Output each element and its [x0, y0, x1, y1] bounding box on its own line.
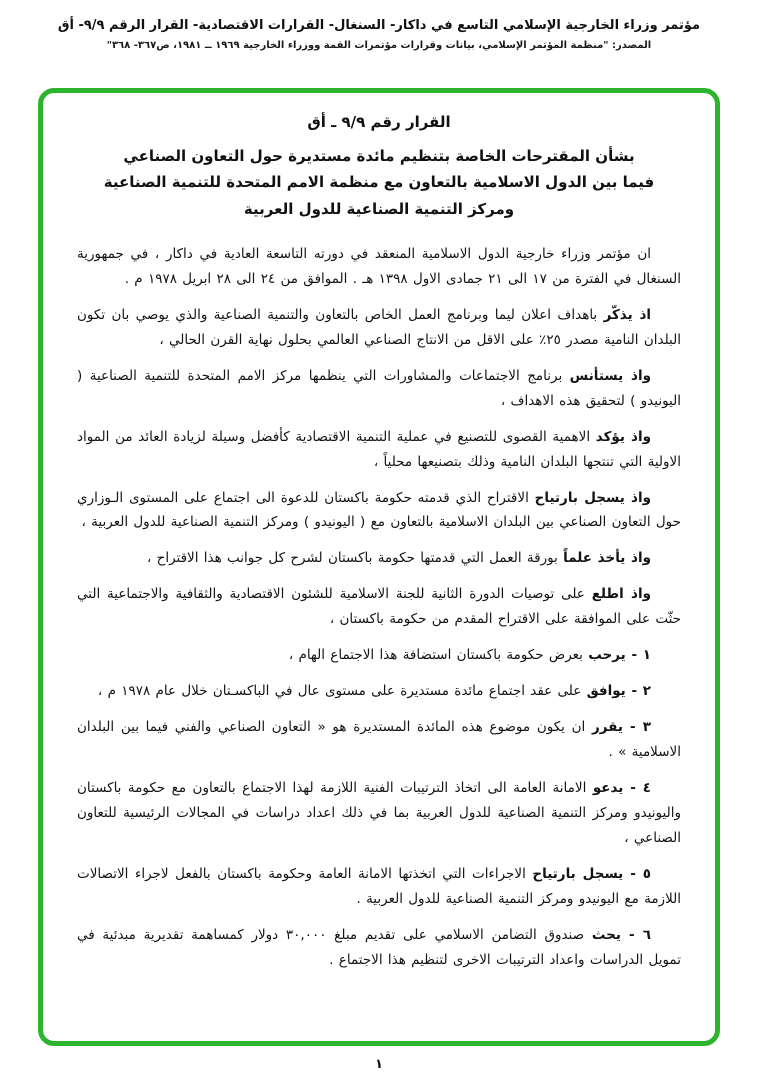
preamble-paragraph: [77, 486, 681, 536]
paragraph-lead: واذ يؤكد: [595, 428, 651, 445]
resolution-subject-line-1: بشأن المقترحات الخاصة بتنظيم مائدة مستديرة حول التعاون الصناعي: [123, 147, 635, 165]
paragraph-text: باهداف اعلان ليما وبرنامج العمل الخاص بالتعاون والتنمية الصناعية والذي يوصي بان تكون البلدان النامية مصدر ٢٥٪ على الاقل من الانتاج الصناعي العالمي بحلول نهاية القرن الحالي ،: [77, 306, 681, 348]
paragraph-text: الاهمية القصوى للتصنيع في عملية التنمية الاقتصادية كأفضل وسيلة لزيادة العائد من المواد الاولية التي تنتجها البلدان النامية وذلك بتصنيعها محلياً ،: [77, 428, 681, 470]
preamble-paragraph: [77, 546, 681, 571]
header-source-line: المصدر: "منظمة المؤتمر الإسلامي، بيانات وقرارات مؤتمرات القمة ووزراء الخارجية ١٩٦٩ ــ ١٩٨١، ص٣٦٧- ٣٦٨": [106, 40, 652, 51]
resolution-subject: [77, 143, 681, 222]
paragraph-lead: واذ اطلع: [591, 586, 651, 603]
preamble-paragraph: [77, 582, 681, 632]
operative-item-6: [77, 923, 681, 973]
preamble-paragraph: [77, 425, 681, 475]
paragraph-lead: واذ يأخذ علماً: [563, 550, 651, 567]
operative-item-4: [77, 776, 681, 851]
item-text: الاجراءات التي اتخذتها الامانة العامة وحكومة باكستان بالفعل لاجراء الاتصالات اللازمة مع اليونيدو ومركز التنمية الصناعية للدول العربية .: [77, 866, 681, 908]
operative-item-2: [77, 679, 681, 704]
paragraph-text: على توصيات الدورة الثانية للجنة الاسلامية للشئون الاقتصادية والثقافية والاجتماعية التي حثّت على الموافقة على الاقتراح المقدم من حكومة باكستان ،: [77, 586, 681, 628]
preamble-paragraph: [77, 364, 681, 414]
operative-item-5: [77, 862, 681, 912]
header-title: مؤتمر وزراء الخارجية الإسلامي التاسع في داكار- السنغال- القرارات الاقتصادية- القرار الرقم ٩/٩- أق: [57, 18, 701, 33]
paragraph-lead: واذ يسجل بارتياح: [534, 489, 651, 506]
item-number-and-verb: ٣ - يقرر: [591, 719, 651, 736]
operative-item-1: [77, 643, 681, 668]
operative-item-3: [77, 715, 681, 765]
item-number-and-verb: ٤ - يدعو: [592, 780, 651, 797]
document-header: [0, 0, 758, 51]
resolution-subject-line-3: ومركز التنمية الصناعية للدول العربية: [243, 199, 515, 218]
paragraph-text: ان مؤتمر وزراء خارجية الدول الاسلامية المنعقد في دورته التاسعة العادية في داكار ، في جمهورية السنغال في الفترة من ١٧ الى ٢١ جمادى الاول ١٣٩٨ هـ . الموافق من ٢٤ الى ٢٨ ابريل ١٩٧٨ م .: [77, 245, 681, 287]
item-text: صندوق التضامن الاسلامي على تقديم مبلغ ٣٠,٠٠٠ دولار كمساهمة تقديرية مبدئية في تمويل الدراسات واعداد الترتيبات الاخرى لتنظيم هذا الاجتماع .: [77, 927, 681, 969]
paragraph-lead: واذ يستأنس: [569, 367, 651, 384]
item-text: بعرض حكومة باكستان استضافة هذا الاجتماع الهام ،: [288, 647, 583, 664]
resolution-subject-line-2: فيما بين الدول الاسلامية بالتعاون مع منظمة الامم المتحدة للتنمية الصناعية: [103, 173, 655, 192]
paragraph-lead: اذ يذكّر: [603, 306, 651, 323]
item-text: ان يكون موضوع هذه المائدة المستديرة هو « التعاون الصناعي والفني فيما بين البلدان الاسلامية » .: [77, 719, 681, 761]
item-text: على عقد اجتماع مائدة مستديرة على مستوى عال في الباكسـتان خلال عام ١٩٧٨ م ،: [97, 683, 582, 700]
document-frame: [38, 88, 720, 1046]
item-text: الامانة العامة الى اتخاذ الترتيبات الفنية اللازمة لهذا الاجتماع بالتعاون مع حكومة باكستان واليونيدو ومركز التنمية الصناعية للدول العربية بما في ذلك اعداد دراسات في المجالات الرئيسية للتعاون الصناعي ،: [77, 780, 681, 847]
paragraph-text: بورقة العمل التي قدمتها حكومة باكستان لشرح كل جوانب هذا الاقتراح ،: [146, 550, 558, 567]
item-number-and-verb: ١ - يرحب: [588, 647, 651, 664]
item-number-and-verb: ٢ - يوافق: [586, 683, 651, 700]
preamble-paragraph: [77, 242, 681, 292]
preamble-paragraph: [77, 303, 681, 353]
resolution-body: [77, 242, 681, 973]
page-number: ١: [375, 1057, 383, 1072]
item-number-and-verb: ٦ - يحث: [591, 927, 652, 944]
resolution-number-title: القرار رقم ٩/٩ ـ أق: [307, 113, 451, 131]
item-number-and-verb: ٥ - يسجل بارتياح: [532, 866, 652, 883]
paragraph-text: الاقتراح الذي قدمته حكومة باكستان للدعوة الى اجتماع على المستوى الـوزاري حول التعاون الصناعي بين البلدان الاسلامية بالتعاون مع ( اليونيدو ) ومركز التنمية الصناعية للدول العربية ،: [77, 489, 681, 531]
paragraph-text: برنامج الاجتماعات والمشاورات التي ينظمها مركز الامم المتحدة للتنمية الصناعية ( اليونيدو ) لتحقيق هذه الاهداف ،: [77, 367, 681, 409]
